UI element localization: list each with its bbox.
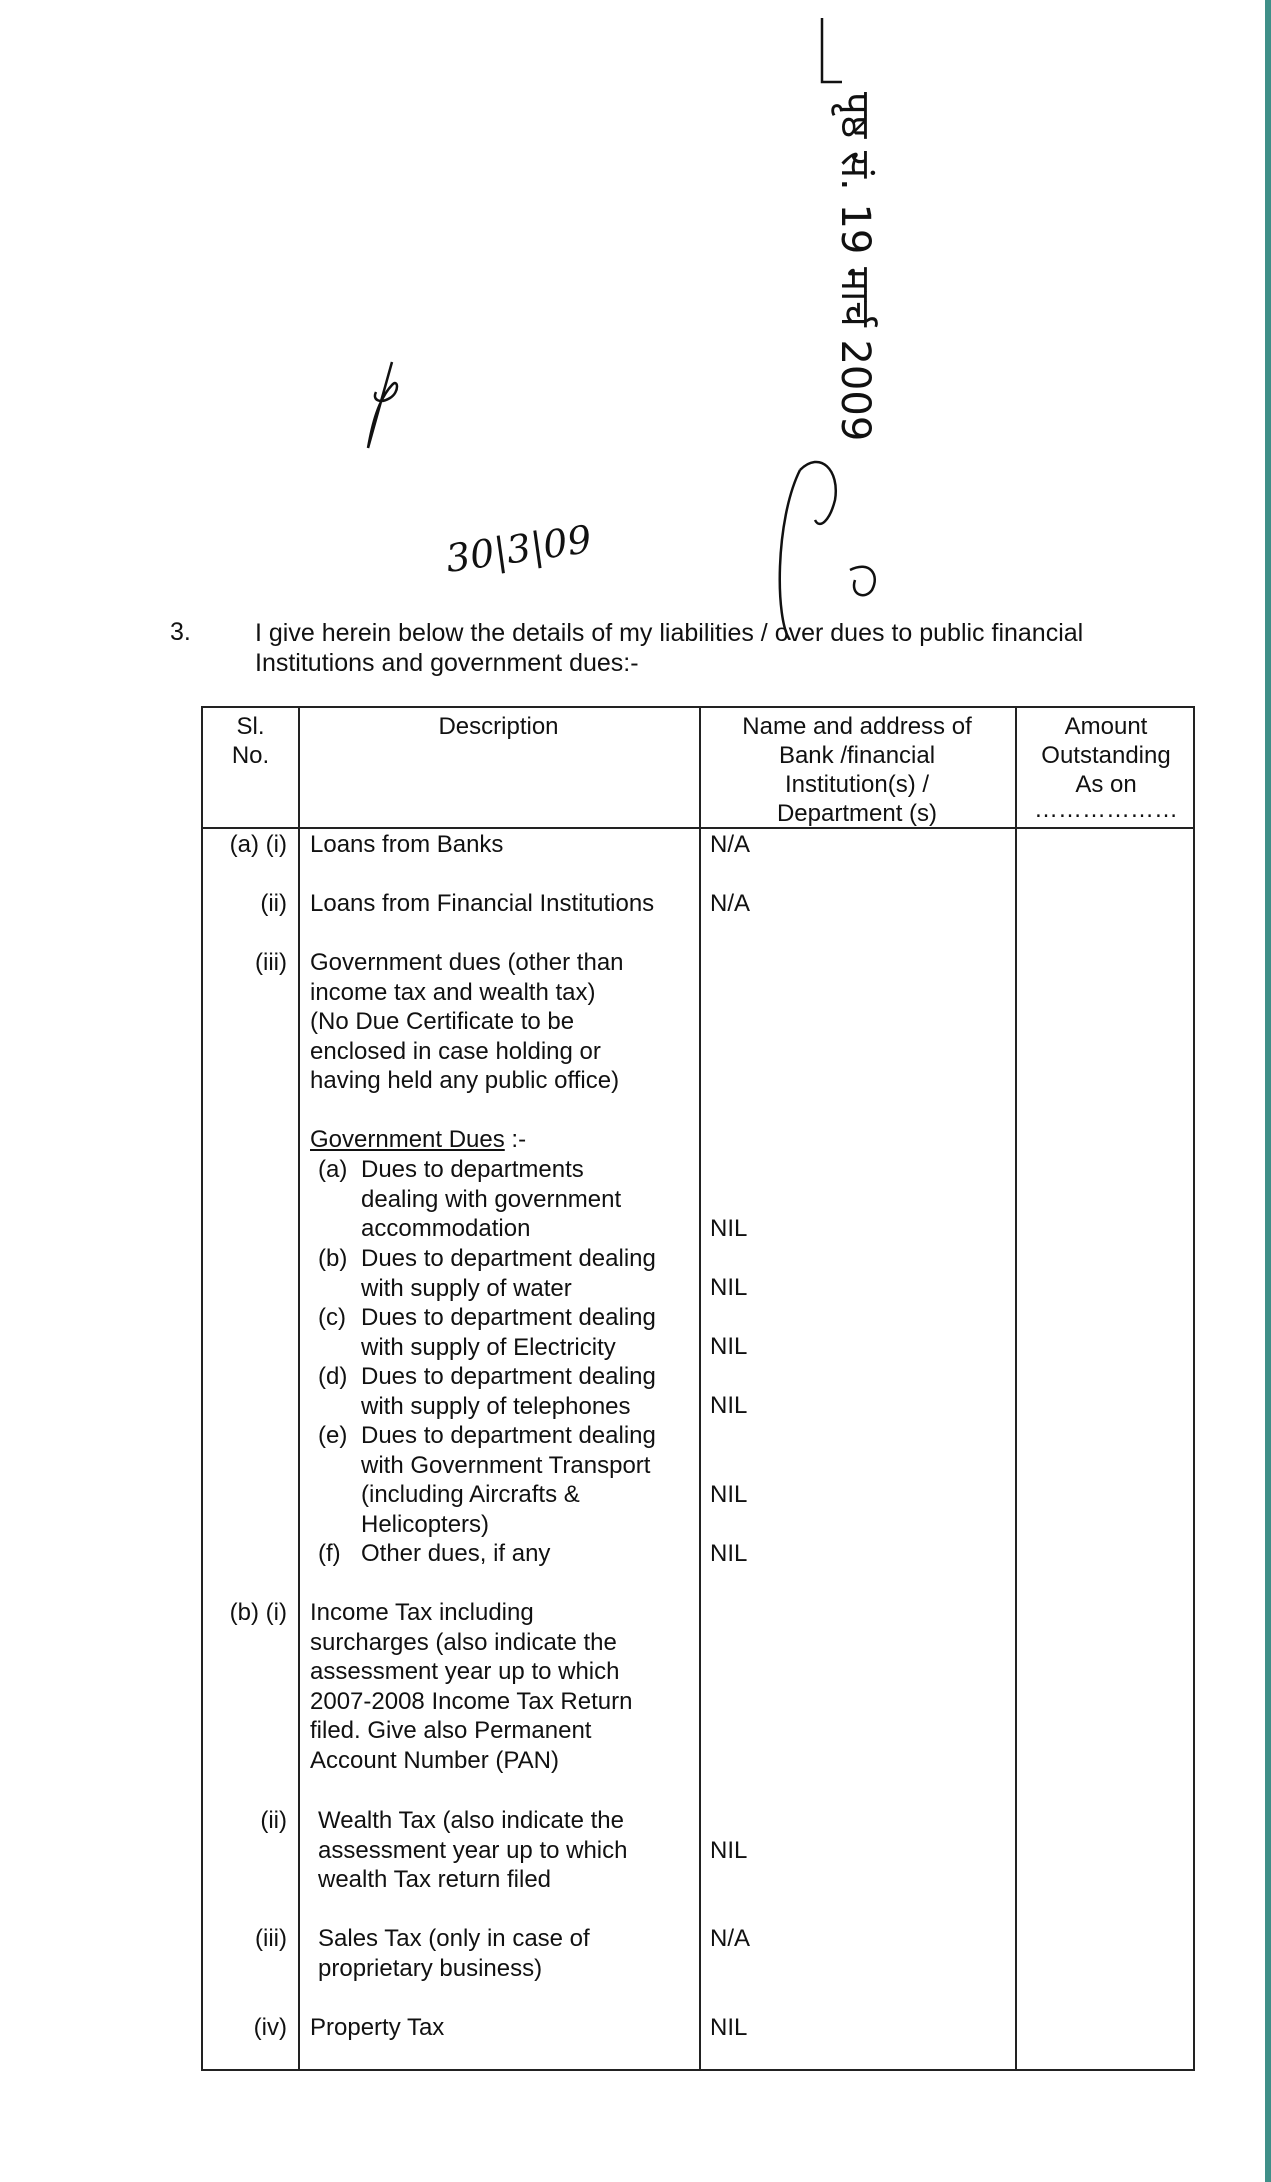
sub-item-line: with supply of water (361, 1274, 572, 1302)
row-sl: (iii) (255, 949, 287, 976)
sub-item-letter: (e) (318, 1422, 348, 1449)
header-name-line: Name and address of (742, 713, 972, 740)
row-name: N/A (710, 831, 751, 858)
sub-item-line: with supply of telephones (361, 1392, 631, 1420)
description-line: having held any public office) (310, 1067, 620, 1094)
column-divider-1 (298, 708, 300, 2069)
sub-item-value: NIL (710, 1215, 748, 1242)
initials-scribble (368, 362, 397, 448)
sub-item-line: (including Aircrafts & (361, 1481, 580, 1508)
vertical-stamp-text: पृष्ठ सं. 19 मार्च 2009 (832, 92, 878, 442)
row-description (318, 1924, 590, 1983)
sub-item-text (361, 1244, 656, 1303)
row-description: Property Tax (310, 2014, 445, 2041)
row-description: Loans from Banks (310, 831, 504, 858)
description-line: enclosed in case holding or (310, 1037, 601, 1065)
header-name-line: Institution(s) / (784, 771, 930, 798)
paragraph-text (255, 618, 1155, 678)
sub-item-letter: (d) (318, 1363, 348, 1390)
description-line: proprietary business) (318, 1954, 543, 1982)
description-line: wealth Tax return filed (318, 1866, 552, 1893)
header-amount (1015, 712, 1197, 821)
sub-item-line: Dues to department dealing (361, 1245, 656, 1272)
header-name-line: Department (s) (776, 800, 938, 827)
sub-item-text (361, 1303, 656, 1362)
government-dues-heading-suffix: :- (504, 1126, 527, 1153)
description-line: Income Tax including (310, 1599, 534, 1626)
sub-item-line: Dues to department dealing (361, 1304, 656, 1331)
row-description (310, 1598, 632, 1775)
description-line: 2007-2008 Income Tax Return (310, 1687, 633, 1715)
description-line: Government dues (other than (310, 949, 624, 976)
header-amount-line: ……………… (1034, 796, 1178, 823)
header-name-line: Bank /financial (778, 742, 936, 769)
column-divider-3 (1015, 708, 1017, 2069)
sub-item-text (361, 1362, 656, 1421)
header-amount-line: Outstanding (1041, 742, 1171, 769)
sub-item-value: NIL (710, 1274, 748, 1301)
row-name: N/A (710, 890, 751, 917)
sub-item-value: NIL (710, 1481, 748, 1508)
handwritten-date: 30|3|09 (443, 516, 595, 581)
row-sl: (ii) (260, 1807, 287, 1834)
sub-item-line: Helicopters) (361, 1510, 490, 1538)
description-line: assessment year up to which (318, 1836, 628, 1864)
header-description: Description (438, 713, 559, 740)
header-amount-line: As on (1075, 771, 1137, 798)
government-dues-heading-text: Government Dues (310, 1126, 505, 1153)
description-line: filed. Give also Permanent (310, 1717, 592, 1744)
description-line: surcharges (also indicate the (310, 1628, 617, 1656)
sub-item-letter: (a) (318, 1156, 348, 1183)
header-amount-line: Amount (1064, 713, 1148, 740)
sub-item-line: Dues to departments (361, 1156, 584, 1183)
description-line: Wealth Tax (also indicate the (318, 1807, 624, 1834)
row-description (318, 1806, 627, 1895)
paragraph-line-1: I give herein below the details of my liabilities / over dues to public financial (255, 619, 1084, 647)
row-sl: (b) (i) (229, 1599, 287, 1626)
row-name: N/A (710, 1925, 751, 1952)
sub-item-letter: (f) (318, 1540, 341, 1567)
paragraph-line-2: Institutions and government dues:- (255, 649, 639, 677)
sub-item-line: with Government Transport (361, 1451, 651, 1479)
row-sl: (a) (i) (229, 831, 287, 858)
liabilities-table (201, 706, 1195, 2071)
header-name-address (699, 712, 1015, 828)
column-divider-2 (699, 708, 701, 2069)
sub-item-line: with supply of Electricity (361, 1333, 616, 1361)
row-name: NIL (710, 2014, 748, 2041)
row-name: NIL (710, 1837, 748, 1864)
row-sl: (ii) (260, 890, 287, 917)
header-sl-no (203, 712, 298, 770)
description-line: Sales Tax (only in case of (318, 1925, 590, 1952)
stamp-bracket (822, 18, 842, 82)
description-line: income tax and wealth tax) (310, 978, 596, 1006)
government-dues-heading (310, 1125, 526, 1155)
row-sl: (iii) (255, 1925, 287, 1952)
header-divider (203, 827, 1193, 829)
sub-item-line: Dues to department dealing (361, 1363, 656, 1390)
description-line: assessment year up to which (310, 1658, 620, 1685)
sub-item-text (361, 1155, 621, 1244)
sub-item-line: dealing with government (361, 1185, 622, 1213)
paragraph-number: 3. (170, 618, 191, 646)
sub-item-value: NIL (710, 1333, 748, 1360)
signature-loop (780, 462, 836, 640)
description-line: Account Number (PAN) (310, 1746, 559, 1774)
header-sl-line: Sl. (236, 713, 265, 740)
handwritten-marks (0, 0, 1271, 640)
sub-item-value: NIL (710, 1392, 748, 1419)
sub-item-line: Dues to department dealing (361, 1422, 656, 1449)
row-sl: (iv) (253, 2014, 287, 2041)
sub-item-letter: (b) (318, 1245, 348, 1272)
signature-tail (850, 567, 875, 595)
sub-item-value: NIL (710, 1540, 748, 1567)
row-description: Loans from Financial Institutions (310, 890, 655, 917)
sub-item-letter: (c) (318, 1304, 346, 1331)
sub-item-line: accommodation (361, 1215, 531, 1242)
sub-item-line: Other dues, if any (361, 1540, 551, 1567)
row-description (310, 948, 624, 1096)
header-sl-line: No. (231, 742, 270, 769)
sub-item-text (361, 1421, 656, 1539)
sub-item-text (361, 1539, 550, 1569)
description-line: (No Due Certificate to be (310, 1008, 575, 1035)
